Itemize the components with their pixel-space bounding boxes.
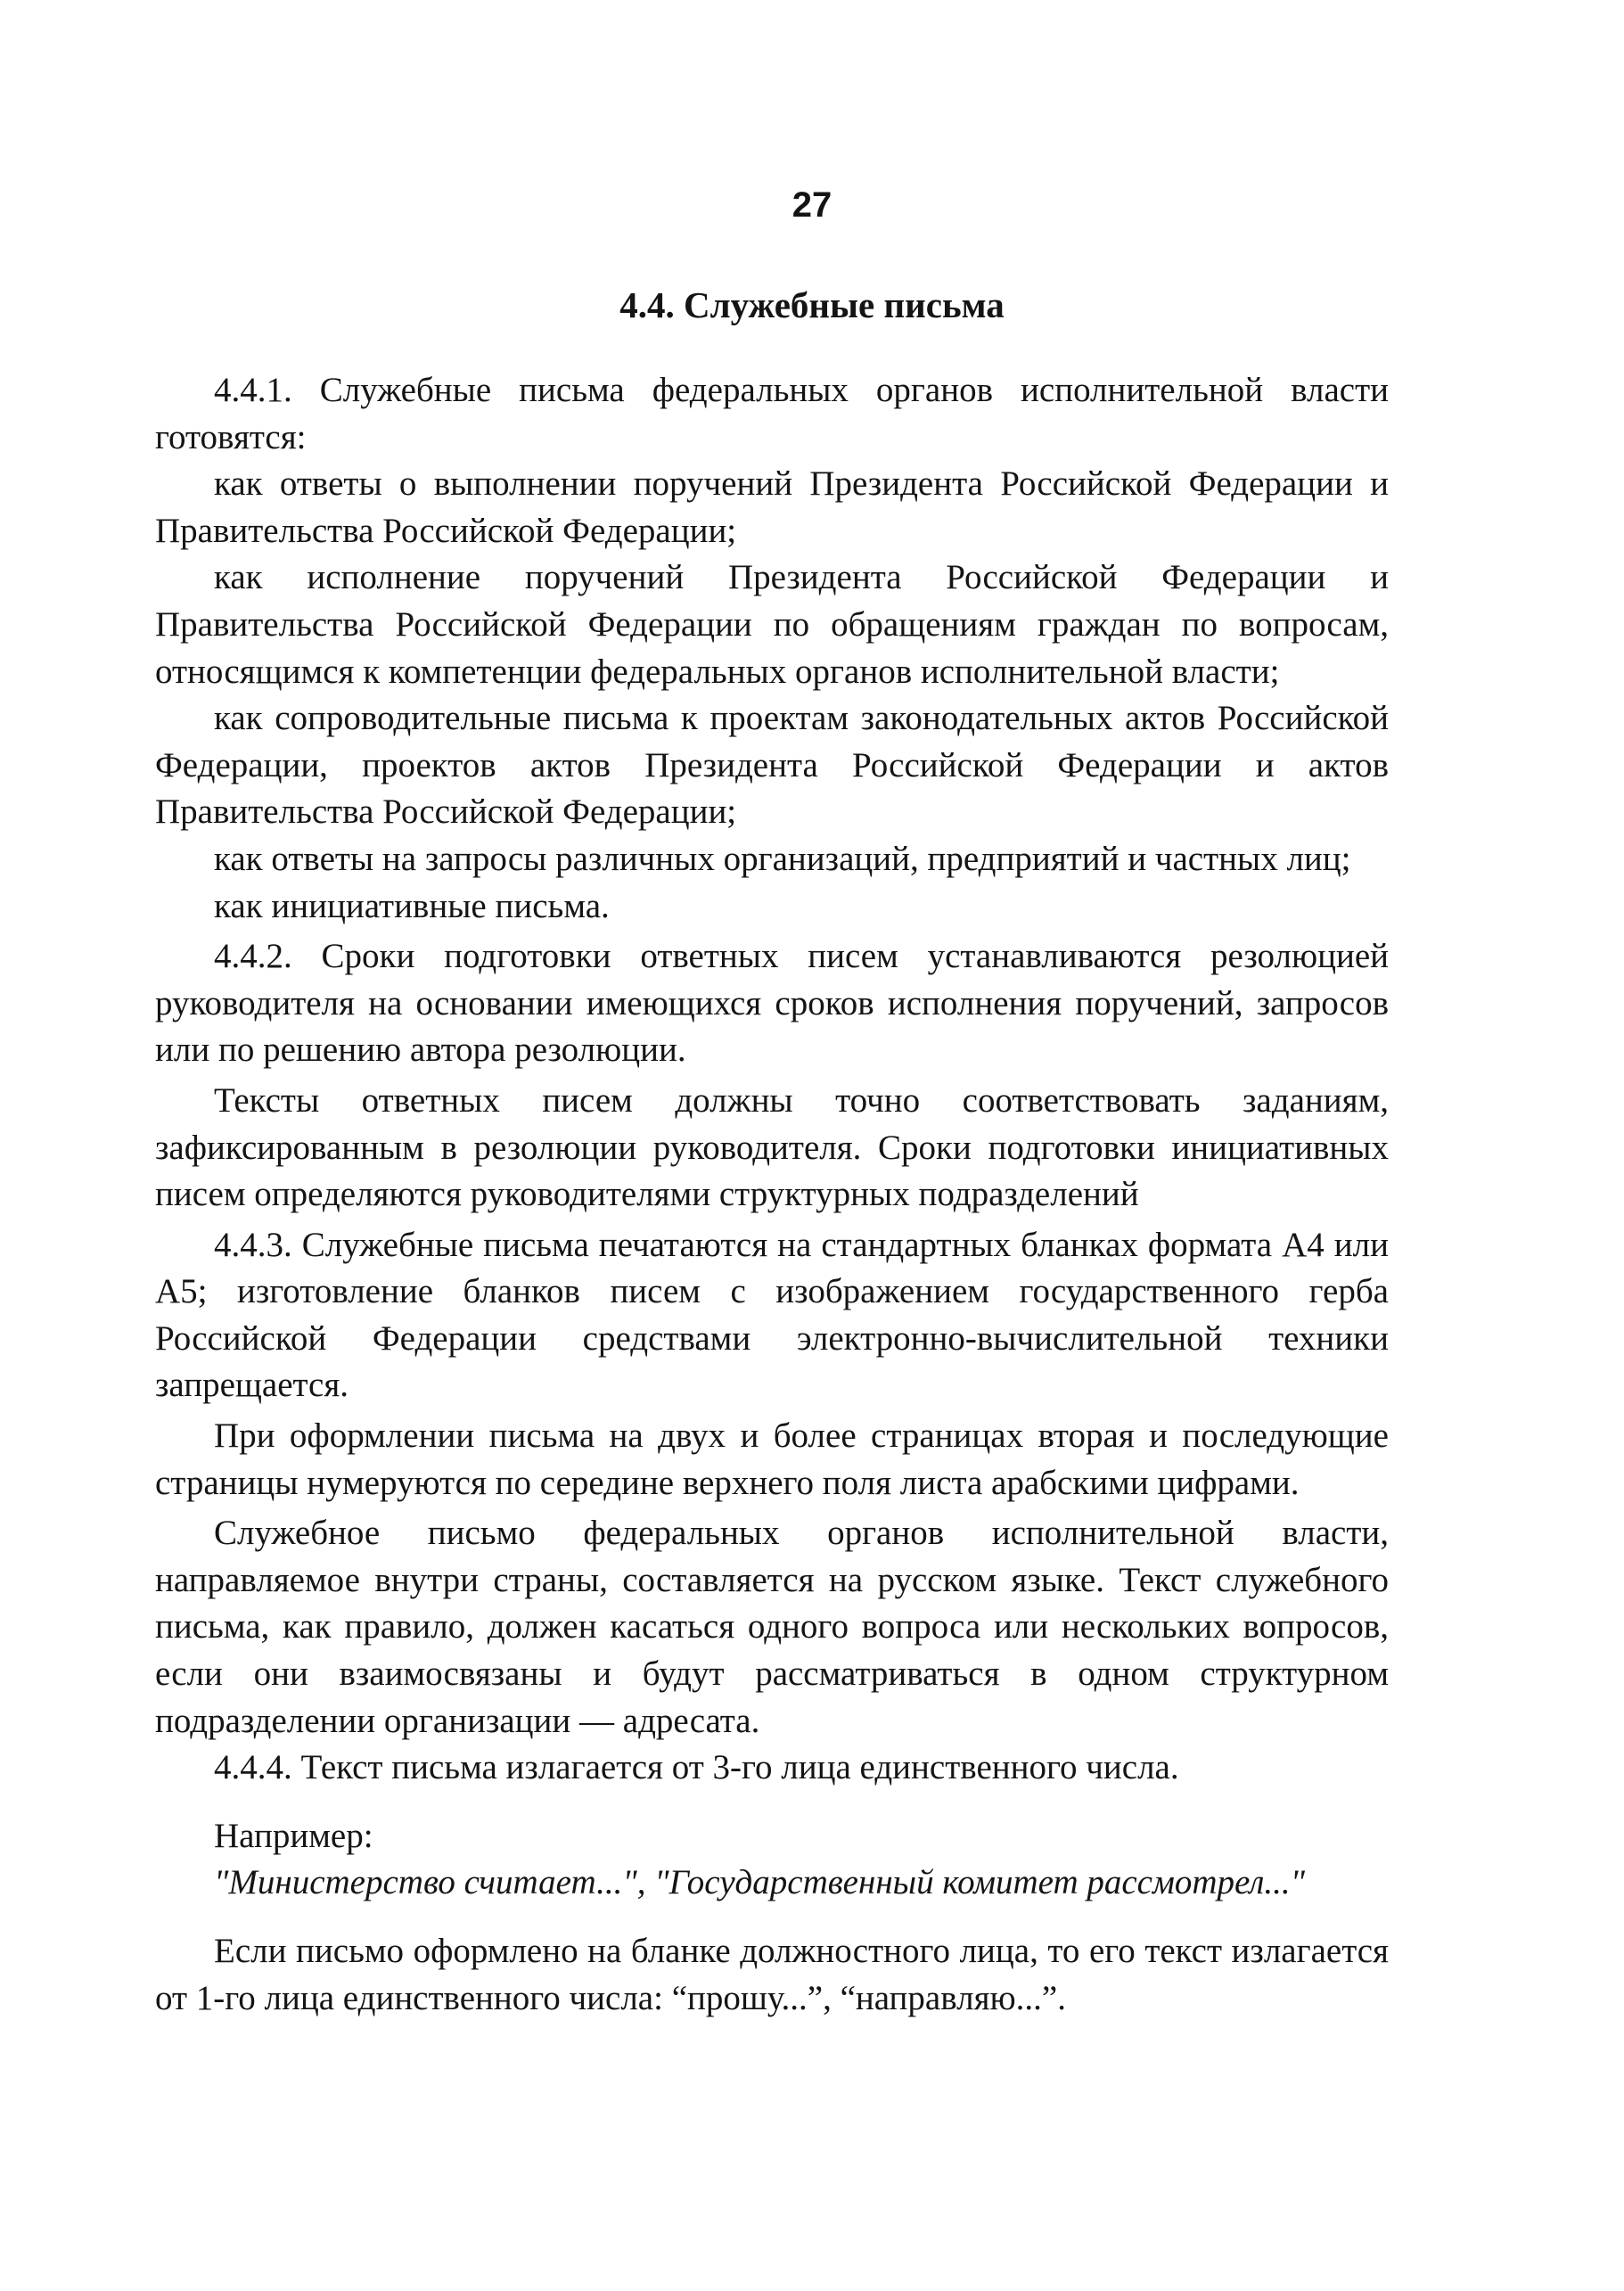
paragraph-page-numbering: При оформлении письма на двух и более страницах вторая и последующие страницы нумеруются по середине верхнего поля листа арабскими цифрами.: [155, 1416, 1389, 1502]
example-label: Например:: [214, 1816, 373, 1855]
page-number: 27: [791, 185, 833, 225]
paragraph-first-person: Если письмо оформлено на бланке должностного лица, то его текст излагается от 1-го лица единственного числа: “прошу...”, “направляю...”.: [155, 1932, 1389, 2017]
list-item-initiative: как инициативные письма.: [214, 886, 610, 925]
paragraph-4-4-4: 4.4.4. Текст письма излагается от 3-го лица единственного числа.: [214, 1748, 1179, 1787]
paragraph-4-4-3: 4.4.3. Служебные письма печатаются на стандартных бланках формата А4 или А5; изготовление бланков писем с изображением государственного герба Российской Федерации средствами электронно-вычислительной техники запрещается.: [155, 1225, 1389, 1405]
example-text: "Министерство считает...", "Государственный комитет рассмотрел...": [214, 1863, 1306, 1902]
paragraph-4-4-2: 4.4.2. Сроки подготовки ответных писем устанавливаются резолюцией руководителя на основании имеющихся сроков исполнения поручений, запросов или по решению автора резолюции.: [155, 937, 1389, 1070]
paragraph-reply-texts: Тексты ответных писем должны точно соответствовать заданиям, зафиксированным в резолюции руководителя. Сроки подготовки инициативных писем определяются руководителями структурных подразделений: [155, 1080, 1389, 1214]
paragraph-language: Служебное письмо федеральных органов исполнительной власти, направляемое внутри страны, составляется на русском языке. Текст служебного письма, как правило, должен касаться одного вопроса или нескольких вопросов, если они взаимосвязаны и будут рассматриваться в одном структурном подразделении организации — адресата.: [155, 1514, 1389, 1740]
list-item-cover-letters: как сопроводительные письма к проектам законодательных актов Российской Федерации, проектов актов Президента Российской Федерации и актов Правительства Российской Федерации;: [155, 699, 1389, 832]
section-title: 4.4. Служебные письма: [619, 284, 1005, 325]
document-body: [155, 367, 1389, 2022]
list-item-requests: как ответы на запросы различных организаций, предприятий и частных лиц;: [214, 839, 1351, 878]
list-item-answers: как ответы о выполнении поручений Президента Российской Федерации и Правительства Российской Федерации;: [155, 464, 1389, 550]
list-item-execution: как исполнение поручений Президента Российской Федерации и Правительства Российской Федерации по обращениям граждан по вопросам, относящимся к компетенции федеральных органов исполнительной власти;: [155, 558, 1389, 691]
paragraph-4-4-1: 4.4.1. Служебные письма федеральных органов исполнительной власти готовятся:: [155, 371, 1389, 456]
